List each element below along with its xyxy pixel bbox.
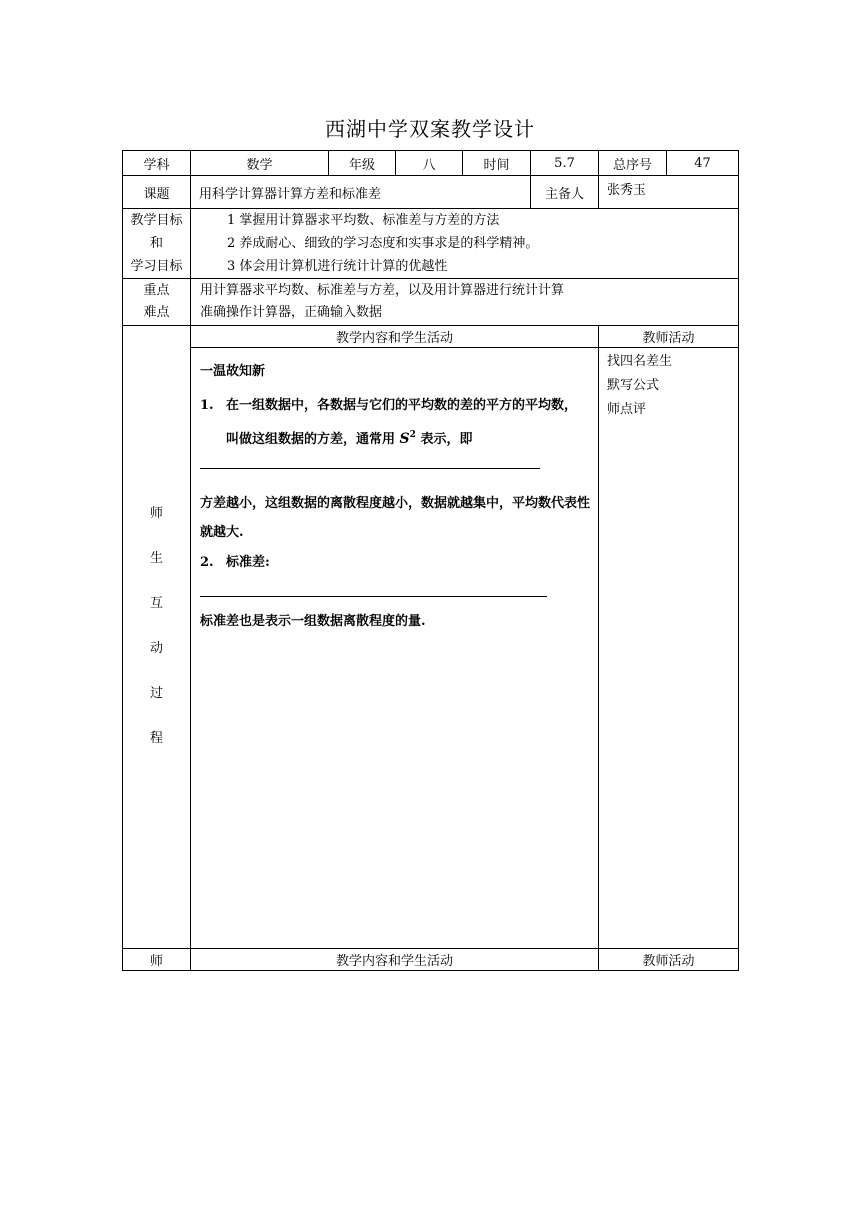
topic-label: 课题 bbox=[123, 176, 191, 209]
key-points-label bbox=[123, 279, 191, 326]
variance-note: 方差越小，这组数据的离散程度越小，数据就越集中，平均数代表性就越大. bbox=[200, 496, 591, 540]
process-content-row bbox=[123, 348, 739, 949]
item-2-number: 2. bbox=[200, 555, 214, 570]
item-1-number: 1. bbox=[200, 398, 214, 413]
item-2 bbox=[200, 551, 590, 570]
teacher-note: 默写公式 bbox=[607, 378, 660, 393]
serial-label: 总序号 bbox=[599, 151, 667, 176]
symbol-s: S bbox=[399, 431, 410, 447]
side-char: 生 bbox=[149, 551, 163, 566]
symbol-s-superscript: 2 bbox=[409, 430, 416, 440]
document-title: 西湖中学双案教学设计 bbox=[325, 117, 535, 141]
section-title: 一温故知新 bbox=[200, 364, 266, 379]
teacher-note: 师点评 bbox=[607, 402, 647, 417]
item-1-line2-b: 表示，即 bbox=[420, 432, 473, 447]
topic-row bbox=[123, 176, 739, 209]
teacher-note: 找四名差生 bbox=[607, 354, 673, 369]
goals-list bbox=[191, 209, 739, 279]
variance-formula-blank[interactable] bbox=[200, 468, 540, 469]
process-header-row bbox=[123, 326, 739, 348]
goal-item: 2 养成耐心、细致的学习态度和实事求是的科学精神。 bbox=[227, 236, 539, 251]
key-points-values bbox=[191, 279, 739, 326]
process-content bbox=[191, 348, 599, 949]
item-1-line2-a: 叫做这组数据的方差，通常用 bbox=[226, 432, 396, 447]
preparer-label: 主备人 bbox=[531, 176, 599, 209]
goals-label-line2: 和 bbox=[149, 236, 163, 251]
goals-label-line1: 教学目标 bbox=[130, 213, 183, 228]
grade-label: 年级 bbox=[329, 151, 396, 176]
side-char: 互 bbox=[149, 596, 163, 611]
lesson-plan-table bbox=[122, 150, 739, 971]
goals-row bbox=[123, 209, 739, 279]
content-header: 教学内容和学生活动 bbox=[191, 326, 599, 348]
time-label: 时间 bbox=[463, 151, 531, 176]
serial-value: 47 bbox=[667, 151, 739, 176]
difficulty-text: 准确操作计算器，正确输入数据 bbox=[200, 305, 383, 320]
teacher-header: 教师活动 bbox=[599, 326, 739, 348]
goal-item: 3 体会用计算机进行统计计算的优越性 bbox=[227, 259, 448, 274]
process-side-label bbox=[123, 326, 191, 949]
footer-teacher-header: 教师活动 bbox=[599, 949, 739, 971]
item-1-line2 bbox=[200, 428, 590, 447]
goals-label-line3: 学习目标 bbox=[130, 259, 183, 274]
footer-side: 师 bbox=[123, 949, 191, 971]
key-point-text: 用计算器求平均数、标准差与方差，以及用计算器进行统计计算 bbox=[200, 283, 565, 298]
item-2-text: 标准差: bbox=[226, 555, 270, 570]
subject-label: 学科 bbox=[123, 151, 191, 176]
side-char: 程 bbox=[149, 731, 163, 746]
grade-value: 八 bbox=[396, 151, 463, 176]
goal-item: 1 掌握用计算器求平均数、标准差与方差的方法 bbox=[227, 213, 500, 228]
std-note: 标准差也是表示一组数据离散程度的量. bbox=[200, 614, 426, 629]
goals-label bbox=[123, 209, 191, 279]
footer-content-header: 教学内容和学生活动 bbox=[191, 949, 599, 971]
info-row bbox=[123, 151, 739, 176]
side-char: 过 bbox=[149, 686, 163, 701]
topic-value: 用科学计算器计算方差和标准差 bbox=[191, 176, 531, 209]
preparer-value: 张秀玉 bbox=[599, 176, 739, 209]
difficulty-label: 难点 bbox=[143, 305, 170, 320]
key-label: 重点 bbox=[143, 283, 170, 298]
teacher-activity bbox=[599, 348, 739, 949]
key-points-row bbox=[123, 279, 739, 326]
item-1-line1: 在一组数据中，各数据与它们的平均数的差的平方的平均数， bbox=[226, 398, 578, 413]
std-formula-blank[interactable] bbox=[200, 596, 547, 597]
footer-row bbox=[123, 949, 739, 971]
side-char: 师 bbox=[149, 506, 163, 521]
time-value: 5.7 bbox=[531, 151, 599, 176]
subject-value: 数学 bbox=[191, 151, 329, 176]
side-char: 动 bbox=[149, 641, 163, 656]
item-1 bbox=[200, 395, 590, 416]
